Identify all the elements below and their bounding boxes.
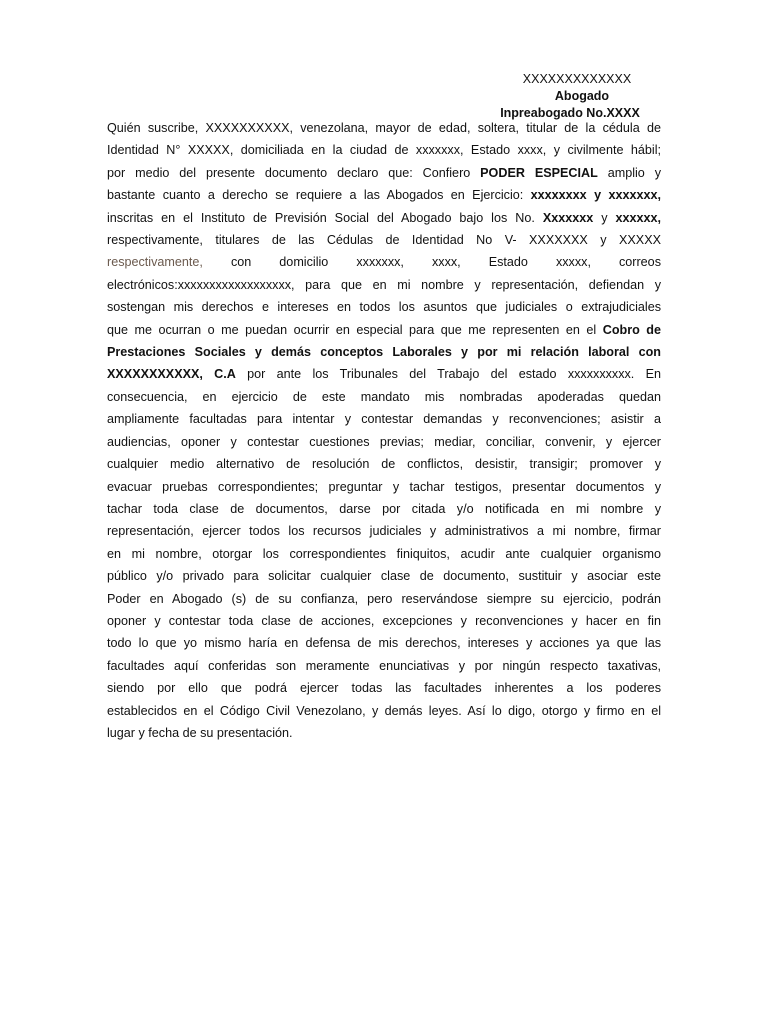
body-line: sostengan mis derechos e intereses en todos los asuntos que judiciales o extrajudiciales bbox=[107, 300, 661, 315]
registration-number-bold: xxxxxx, bbox=[615, 210, 662, 225]
body-text-fragment: y bbox=[593, 210, 616, 225]
document-header bbox=[470, 71, 670, 122]
body-text-fragment: que me ocurran o me puedan ocurrir en especial para que me representen en el bbox=[107, 322, 603, 337]
body-line bbox=[107, 319, 661, 341]
body-line: cualquier medio alternativo de resolución de conflictos, desistir, transigir; promover y bbox=[107, 457, 661, 472]
company-name-bold: XXXXXXXXXXX, C.A bbox=[107, 367, 236, 382]
registration-number-bold: Xxxxxxx bbox=[542, 210, 594, 225]
body-line: representación, ejercer todos los recursos judiciales y administrativos a mi nombre, firmar bbox=[107, 524, 661, 539]
body-line: audiencias, oponer y contestar cuestiones previas; mediar, conciliar, convenir, y ejercer bbox=[107, 434, 661, 449]
body-text-fragment-muted: respectivamente, bbox=[107, 255, 203, 270]
body-line: Identidad N° XXXXX, domiciliada en la ciudad de xxxxxxx, Estado xxxx, y civilmente hábil; bbox=[107, 143, 661, 158]
body-line-last: lugar y fecha de su presentación. bbox=[107, 725, 293, 740]
body-line: electrónicos:xxxxxxxxxxxxxxxxxx, para que en mi nombre y representación, defiendan y bbox=[107, 277, 661, 292]
body-text-fragment: con domicilio xxxxxxx, xxxx, Estado xxxxx, correos bbox=[202, 255, 661, 270]
body-text-fragment: amplio y bbox=[597, 165, 661, 180]
body-line: Poder en Abogado (s) de su confianza, pero reservándose siempre su ejercicio, podrán bbox=[107, 591, 661, 606]
body-line: público y/o privado para solicitar cualquier clase de documento, sustituir y asociar este bbox=[107, 569, 661, 584]
poder-especial-bold: PODER ESPECIAL bbox=[480, 165, 598, 180]
lawyer-name: XXXXXXXXXXXXX bbox=[522, 72, 632, 86]
subject-bold: Cobro de bbox=[602, 322, 661, 337]
body-line bbox=[107, 207, 661, 229]
body-line: Quién suscribe, XXXXXXXXXX, venezolana, mayor de edad, soltera, titular de la cédula de bbox=[107, 121, 661, 135]
body-text-fragment: bastante cuanto a derecho se requiere a las Abogados en Ejercicio: bbox=[107, 188, 531, 203]
subject-bold: Prestaciones Sociales y demás conceptos Laborales y por mi relación laboral con bbox=[107, 345, 661, 360]
body-line: oponer y contestar toda clase de acciones, excepciones y reconvenciones y hacer en fin bbox=[107, 613, 661, 628]
document-body bbox=[107, 117, 661, 744]
body-line: facultades aquí conferidas son meramente enunciativas y por ningún respecto taxativas, bbox=[107, 658, 661, 673]
lawyer-registration: Inpreabogado No.XXXX bbox=[500, 106, 640, 120]
body-text-fragment: por ante los Tribunales del Trabajo del estado xxxxxxxxxx. En bbox=[235, 367, 661, 382]
body-line: respectivamente, titulares de las Cédulas de Identidad No V- XXXXXXX y XXXXX bbox=[107, 233, 661, 248]
body-line: ampliamente facultadas para intentar y contestar demandas y reconvenciones; asistir a bbox=[107, 412, 661, 427]
lawyer-title: Abogado bbox=[554, 89, 610, 103]
body-line bbox=[107, 184, 661, 206]
body-line: consecuencia, en ejercicio de este mandato mis nombradas apoderadas quedan bbox=[107, 389, 661, 404]
body-text-fragment: inscritas en el Instituto de Previsión Social del Abogado bajo los No. bbox=[107, 210, 543, 225]
body-line bbox=[107, 162, 661, 184]
body-line: establecidos en el Código Civil Venezolano, y demás leyes. Así lo digo, otorgo y firmo en el bbox=[107, 703, 661, 718]
body-line: siendo por ello que podrá ejercer todas las facultades inherentes a los poderes bbox=[107, 681, 661, 696]
body-line: tachar toda clase de documentos, darse por citada y/o notificada en mi nombre y bbox=[107, 501, 661, 516]
body-line: todo lo que yo mismo haría en defensa de mis derechos, intereses y acciones ya que las bbox=[107, 636, 661, 651]
body-line bbox=[107, 251, 661, 273]
body-line bbox=[107, 341, 661, 363]
body-line: en mi nombre, otorgar los correspondientes finiquitos, acudir ante cualquier organismo bbox=[107, 546, 661, 561]
attorneys-names-bold: xxxxxxxx y xxxxxxx, bbox=[530, 188, 661, 203]
body-text-fragment: por medio del presente documento declaro que: Confiero bbox=[107, 165, 481, 180]
body-line bbox=[107, 363, 661, 385]
body-line: evacuar pruebas correspondientes; preguntar y tachar testigos, presentar documentos y bbox=[107, 479, 661, 494]
